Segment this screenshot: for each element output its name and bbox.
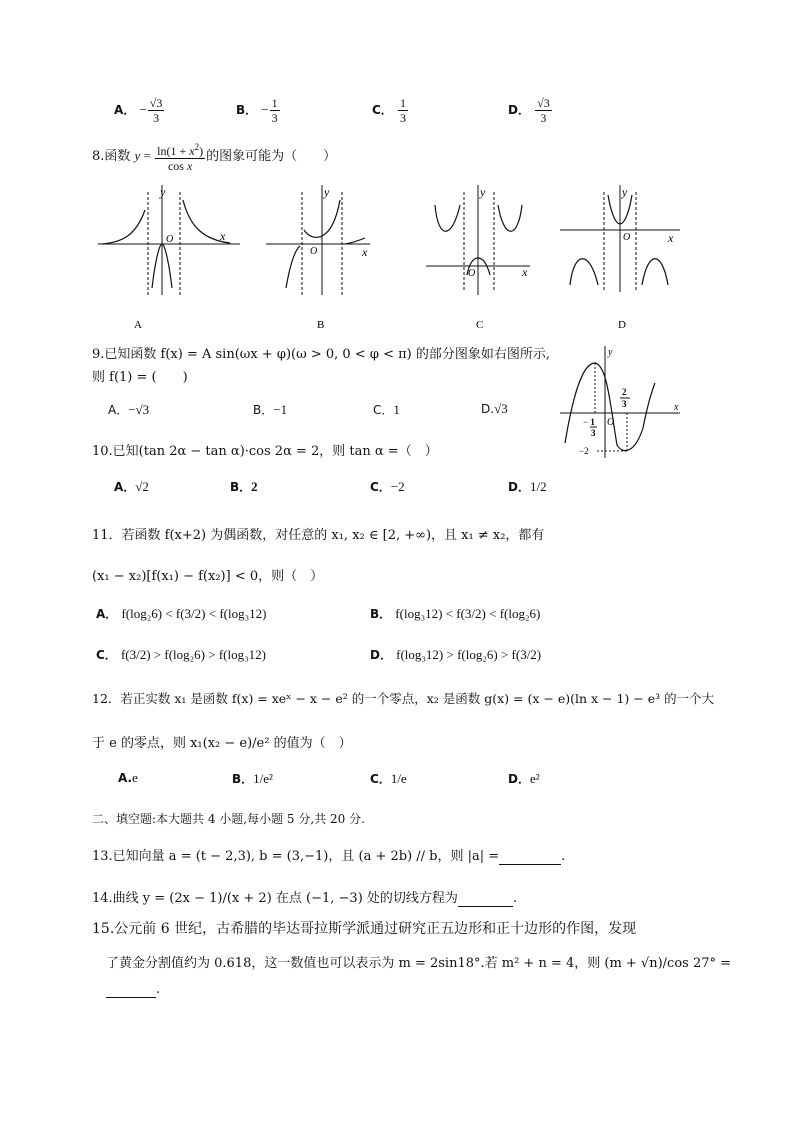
q7-options [114,96,574,136]
q7-option-d[interactable]: D． $\frac{√3}{3}$ [508,96,550,125]
section-fill-in-heading: 二、填空题:本大题共 4 小题,每小题 5 分,共 20 分. [92,812,365,826]
q11-option-a[interactable]: A． f(log₂6) < f(3/2) < f(log₃12) [96,606,267,621]
svg-text:C: C [476,319,484,331]
svg-text:y: y [608,347,613,358]
svg-text:y: y [480,185,486,199]
q12-option-b[interactable]: B．1/e² [232,771,273,786]
q11-line2: (x₁ − x₂)[f(x₁) − f(x₂)] < 0，则（ ） [92,569,324,584]
q9-graph [555,343,685,463]
svg-text:O: O [607,417,615,428]
svg-text:A: A [134,319,142,331]
q14-stem: 14.曲线 y = (2x − 1)/(x + 2) 在点 (−1, −3) 处的切线方程为 . [92,891,518,906]
q11-option-b[interactable]: B． f(log₃12) < f(3/2) < f(log₂6) [370,606,541,621]
q9-option-b[interactable]: B．−1 [253,402,288,417]
svg-text:x: x [362,245,368,259]
q8-stem: 8.函数 y = $\frac{\ln(1 + x^2)}{\text{cos x}}$ 的图象可能为（ ） [92,142,337,173]
q12-line1: 12．若正实数 x₁ 是函数 f(x) = xeˣ − x − e² 的一个零点，x₂ 是函数 g(x) = (x − e)(ln x − 1) − e³ 的一个大 [92,691,715,706]
svg-text:y: y [324,185,330,199]
q10-options [114,478,554,508]
svg-text:y: y [160,185,166,199]
svg-text:2: 2 [622,387,627,397]
svg-text:O: O [166,234,174,245]
q7-option-b[interactable]: B． − $\frac{1}{3}$ [236,96,278,125]
q12-option-d[interactable]: D．e² [508,771,540,786]
q12-option-a[interactable]: A.e [118,770,138,785]
q15-line3: . [106,982,160,998]
q9-option-a[interactable]: A．−√3 [108,402,150,417]
svg-text:3: 3 [591,428,596,438]
q14-answer-blank[interactable] [458,891,513,907]
q15-answer-blank[interactable] [106,982,156,998]
q11-line1: 11．若函数 f(x+2) 为偶函数，对任意的 x₁, x₂ ∈ [2, +∞)，且 x₁ ≠ x₂，都有 [92,528,545,543]
q9-options [108,401,528,421]
svg-text:x: x [522,265,528,279]
svg-text:− 1: − 1 [583,417,595,427]
q7-option-a[interactable]: A． − $\frac{√3}{3}$ [114,96,163,125]
q13-answer-blank[interactable] [499,849,561,865]
svg-text:x: x [220,229,226,243]
svg-text:O: O [310,246,318,257]
svg-text:3: 3 [622,399,627,409]
q8-graph-a[interactable] [98,185,240,331]
svg-text:D: D [618,319,626,331]
q11-option-d[interactable]: D． f(log₃12) > f(log₂6) > f(3/2) [370,647,542,662]
q8-graph-b[interactable] [266,185,370,331]
q8-graphs [90,180,690,335]
svg-text:x: x [668,231,674,245]
q8-graph-c[interactable] [426,185,530,331]
q7-option-c[interactable]: C． $\frac{1}{3}$ [372,96,406,125]
svg-text:O: O [623,232,631,243]
q10-option-d[interactable]: D．1/2 [508,479,547,494]
q13-stem: 13.已知向量 a = (t − 2,3), b = (3,−1)，且 (a + 2b) // b，则 |a| = . [92,849,566,864]
q9-option-d[interactable]: D.√3 [481,401,508,416]
q15-line1: 15.公元前 6 世纪，古希腊的毕达哥拉斯学派通过研究正五边形和正十边形的作图，发现 [92,921,637,937]
q12-line2: 于 e 的零点，则 x₁(x₂ − e)/e² 的值为（ ） [92,736,352,751]
svg-text:y: y [622,185,628,199]
q9-line2: 则 f(1) = ( ) [92,370,188,385]
q10-stem: 10.已知(tan 2α − tan α)·cos 2α = 2，则 tan α =（ ） [92,444,438,459]
q10-option-b[interactable]: B．2 [230,479,258,494]
q15-line2: 了黄金分割值约为 0.618，这一数值也可以表示为 m = 2sin18°.若 m² + n = 4，则 (m + √n)/cos 27° = [106,956,732,971]
svg-text:B: B [317,319,325,331]
svg-text:x: x [674,402,679,413]
svg-text:−2: −2 [579,446,589,456]
q9-option-c[interactable]: C．1 [373,402,400,417]
q9-line1: 9.已知函数 f(x) = A sin(ωx + φ)(ω > 0, 0 < φ < π) 的部分图象如右图所示, [92,347,550,362]
q10-option-a[interactable]: A．√2 [114,479,149,494]
q12-options [118,770,558,794]
q11-option-c[interactable]: C． f(3/2) > f(log₂6) > f(log₃12) [96,647,266,662]
svg-text:O: O [468,268,476,279]
q10-option-c[interactable]: C．−2 [370,479,405,494]
q8-graph-d[interactable] [560,185,680,331]
q12-option-c[interactable]: C．1/e [370,771,407,786]
